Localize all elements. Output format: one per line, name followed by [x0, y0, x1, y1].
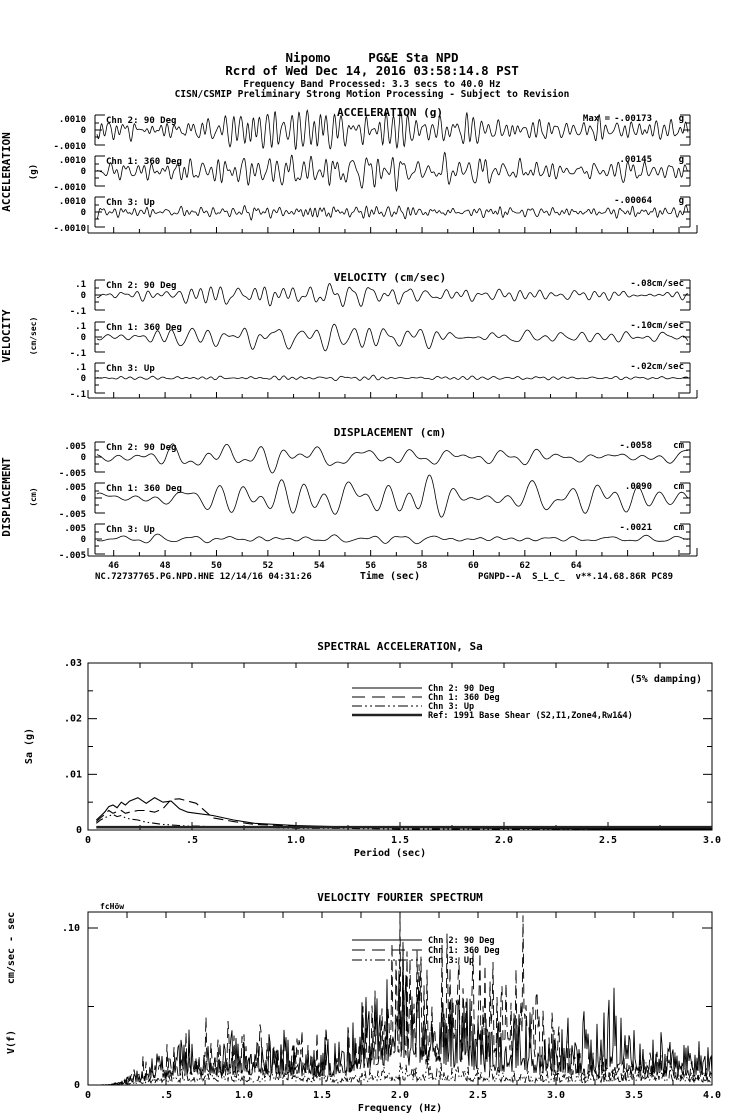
acceleration-axis-units: (g) — [29, 163, 39, 181]
timeseries-graphics — [53, 110, 697, 571]
waveform-group1-trace2 — [97, 375, 688, 381]
scale-label-zero: 0 — [80, 535, 86, 545]
station-title: Nipomo PG&E Sta NPD — [285, 50, 459, 65]
fv-x-tick-label: 3.0 — [546, 1090, 566, 1101]
sa-x-tick-label: 2.0 — [494, 835, 514, 846]
fourier-section — [6, 891, 500, 1114]
velocity-section-title: VELOCITY (cm/sec) — [333, 271, 447, 284]
time-tick-label: 48 — [159, 561, 171, 571]
waveform-group1-trace1 — [97, 324, 688, 351]
scale-label-top: .0010 — [58, 115, 86, 125]
scale-label-top: .0010 — [58, 156, 86, 166]
scale-label-bottom: -.0010 — [53, 142, 86, 152]
waveform-group1-trace0 — [97, 284, 688, 307]
sa-title: SPECTRAL ACCELERATION, Sa — [317, 640, 483, 653]
scale-label-zero: 0 — [80, 291, 86, 301]
velocity-axis-label: VELOCITY — [0, 309, 13, 363]
scale-label-top: .0010 — [58, 197, 86, 207]
acceleration-axis-label: ACCELERATION — [0, 132, 13, 212]
damping-note: (5% damping) — [629, 674, 702, 685]
scale-label-bottom: -.0010 — [53, 183, 86, 193]
max-units-label: cm/sec — [651, 362, 684, 372]
max-value-label: -.02 — [630, 362, 652, 372]
legend-label-chn1: Chn 1: 360 Deg — [428, 946, 500, 956]
max-units-label: g — [678, 196, 684, 206]
time-tick-label: 56 — [365, 561, 377, 571]
max-units-label: g — [678, 155, 684, 165]
sa-curve-0 — [96, 798, 712, 829]
fv-x-tick-label: 2.5 — [468, 1090, 488, 1101]
displacement-section-title: DISPLACEMENT (cm) — [333, 426, 447, 439]
frequency-band-note: Frequency Band Processed: 3.3 secs to 40.0 Hz — [243, 79, 501, 90]
fv-x-tick-label: 3.5 — [624, 1090, 644, 1101]
fourier-legend — [352, 936, 500, 966]
time-tick-label: 50 — [211, 561, 222, 571]
scale-label-bottom: -.005 — [58, 551, 86, 561]
displacement-axis-units: (cm) — [29, 487, 38, 507]
scale-label-zero: 0 — [80, 494, 86, 504]
processing-code-footer: PGNPD--A S_L_C_ v**.14.68.86R PC89 — [478, 572, 674, 582]
max-units-label: cm — [673, 441, 684, 451]
channel-label: Chn 3: Up — [106, 198, 155, 208]
max-units-label: cm — [673, 523, 684, 533]
scale-label-zero: 0 — [80, 167, 86, 177]
fv-x-tick-label: 1.0 — [234, 1090, 254, 1101]
scale-label-bottom: -.0010 — [53, 224, 86, 234]
legend-label-chn2: Chn 2: 90 Deg — [428, 936, 495, 946]
waveform-group0-trace2 — [97, 205, 688, 220]
max-value-label: -.08 — [630, 279, 652, 289]
channel-label: Chn 1: 360 Deg — [106, 323, 182, 333]
fv-x-tick-label: 0 — [84, 1090, 92, 1101]
record-id-footer: NC.72737765.PG.NPD.HNE 12/14/16 04:31:26 — [95, 572, 312, 582]
legend-label-chn2: Chn 2: 90 Deg — [428, 684, 495, 694]
time-tick-label: 46 — [108, 561, 120, 571]
scale-label-bottom: -.1 — [69, 349, 86, 359]
scale-label-bottom: -.005 — [58, 510, 86, 520]
fv-y-tick-label: .10 — [61, 923, 80, 934]
sa-x-tick-label: 0 — [84, 835, 92, 846]
scale-label-top: .005 — [64, 442, 86, 452]
max-prefix-label: Max = — [582, 114, 610, 124]
channel-label: Chn 1: 360 Deg — [106, 157, 182, 167]
scale-label-zero: 0 — [80, 374, 86, 384]
waveform-group2-trace0 — [97, 444, 688, 473]
legend-label-ref: Ref: 1991 Base Shear (S2,I1,Zone4,Rw1&4) — [428, 711, 633, 721]
time-tick-label: 58 — [416, 561, 428, 571]
timeseries-section — [0, 106, 673, 582]
time-tick-label: 64 — [570, 561, 582, 571]
record-timestamp: Rcrd of Wed Dec 14, 2016 03:58:14.8 PST — [225, 63, 519, 78]
channel-label: Chn 2: 90 Deg — [106, 281, 177, 291]
time-tick-label: 62 — [519, 561, 531, 571]
max-units-label: cm — [673, 482, 684, 492]
scale-label-zero: 0 — [80, 208, 86, 218]
scale-label-zero: 0 — [80, 126, 86, 136]
fv-x-tick-label: 2.0 — [390, 1090, 410, 1101]
acceleration-section-title: ACCELERATION (g) — [337, 106, 443, 119]
sa-x-tick-label: .5 — [185, 835, 199, 846]
sa-x-axis-label: Period (sec) — [353, 848, 427, 859]
time-axis-label: Time (sec) — [359, 571, 421, 582]
sa-y-axis-label: Sa (g) — [24, 727, 35, 765]
time-tick-label: 54 — [313, 561, 325, 571]
velocity-axis-units: (cm/sec) — [29, 316, 38, 356]
sa-x-tick-label: 1.5 — [390, 835, 410, 846]
scale-label-bottom: -.1 — [69, 390, 86, 400]
scale-label-zero: 0 — [80, 333, 86, 343]
channel-label: Chn 3: Up — [106, 364, 155, 374]
legend-label-chn3: Chn 3: Up — [428, 956, 475, 966]
channel-label: Chn 1: 360 Deg — [106, 484, 182, 494]
scale-label-bottom: -.005 — [58, 469, 86, 479]
max-units-label: cm/sec — [651, 279, 684, 289]
fv-y-tick-label: 0 — [73, 1080, 80, 1091]
legend-label-chn3: Chn 3: Up — [428, 702, 475, 712]
fourier-y-axis-label: V(f) — [6, 1029, 17, 1055]
max-value-label: .00145 — [619, 155, 652, 165]
sa-y-tick-label: 0 — [75, 825, 82, 836]
max-value-label: -.10 — [630, 321, 652, 331]
sa-x-tick-label: 3.0 — [702, 835, 722, 846]
max-value-label: -.00173 — [614, 114, 652, 124]
time-tick-label: 52 — [262, 561, 274, 571]
fourier-curve-1 — [88, 915, 712, 1085]
displacement-axis-label: DISPLACEMENT — [0, 457, 13, 537]
sa-curve-1 — [96, 799, 712, 829]
fv-x-tick-label: .5 — [159, 1090, 173, 1101]
sa-y-tick-label: .02 — [63, 713, 82, 725]
channel-label: Chn 2: 90 Deg — [106, 116, 177, 126]
max-value-label: -.0021 — [619, 523, 652, 533]
max-value-label: -.0058 — [619, 441, 652, 451]
max-value-label: .0090 — [624, 482, 652, 492]
fourier-corner-note: fcHöw — [100, 902, 125, 911]
fv-x-tick-label: 4.0 — [702, 1090, 722, 1101]
max-value-label: -.00064 — [614, 196, 652, 206]
scale-label-top: .1 — [75, 280, 86, 290]
fourier-title: VELOCITY FOURIER SPECTRUM — [317, 891, 483, 904]
processing-disclaimer: CISN/CSMIP Preliminary Strong Motion Processing - Subject to Revision — [174, 89, 570, 100]
header — [175, 50, 570, 100]
scale-label-top: .005 — [64, 524, 86, 534]
channel-label: Chn 2: 90 Deg — [106, 443, 177, 453]
scale-label-bottom: -.1 — [69, 307, 86, 317]
max-units-label: g — [678, 114, 684, 124]
scale-label-top: .005 — [64, 483, 86, 493]
waveform-group2-trace1 — [97, 475, 688, 517]
fourier-x-axis-label: Frequency (Hz) — [357, 1103, 443, 1114]
waveform-group2-trace2 — [97, 534, 688, 544]
scale-label-zero: 0 — [80, 453, 86, 463]
sa-legend — [352, 684, 633, 721]
sa-y-tick-label: .03 — [63, 658, 82, 669]
sa-x-tick-label: 2.5 — [598, 835, 618, 846]
legend-label-chn1: Chn 1: 360 Deg — [428, 693, 500, 703]
scale-label-top: .1 — [75, 322, 86, 332]
time-tick-label: 60 — [468, 561, 479, 571]
sa-x-tick-label: 1.0 — [286, 835, 306, 846]
channel-label: Chn 3: Up — [106, 525, 155, 535]
sa-graphics — [64, 658, 721, 846]
sa-y-tick-label: .01 — [63, 769, 82, 781]
waveform-group0-trace1 — [97, 152, 688, 191]
fourier-y-units-label: cm/sec - sec — [6, 911, 17, 985]
fv-x-tick-label: 1.5 — [312, 1090, 332, 1101]
scale-label-top: .1 — [75, 363, 86, 373]
max-units-label: cm/sec — [651, 321, 684, 331]
